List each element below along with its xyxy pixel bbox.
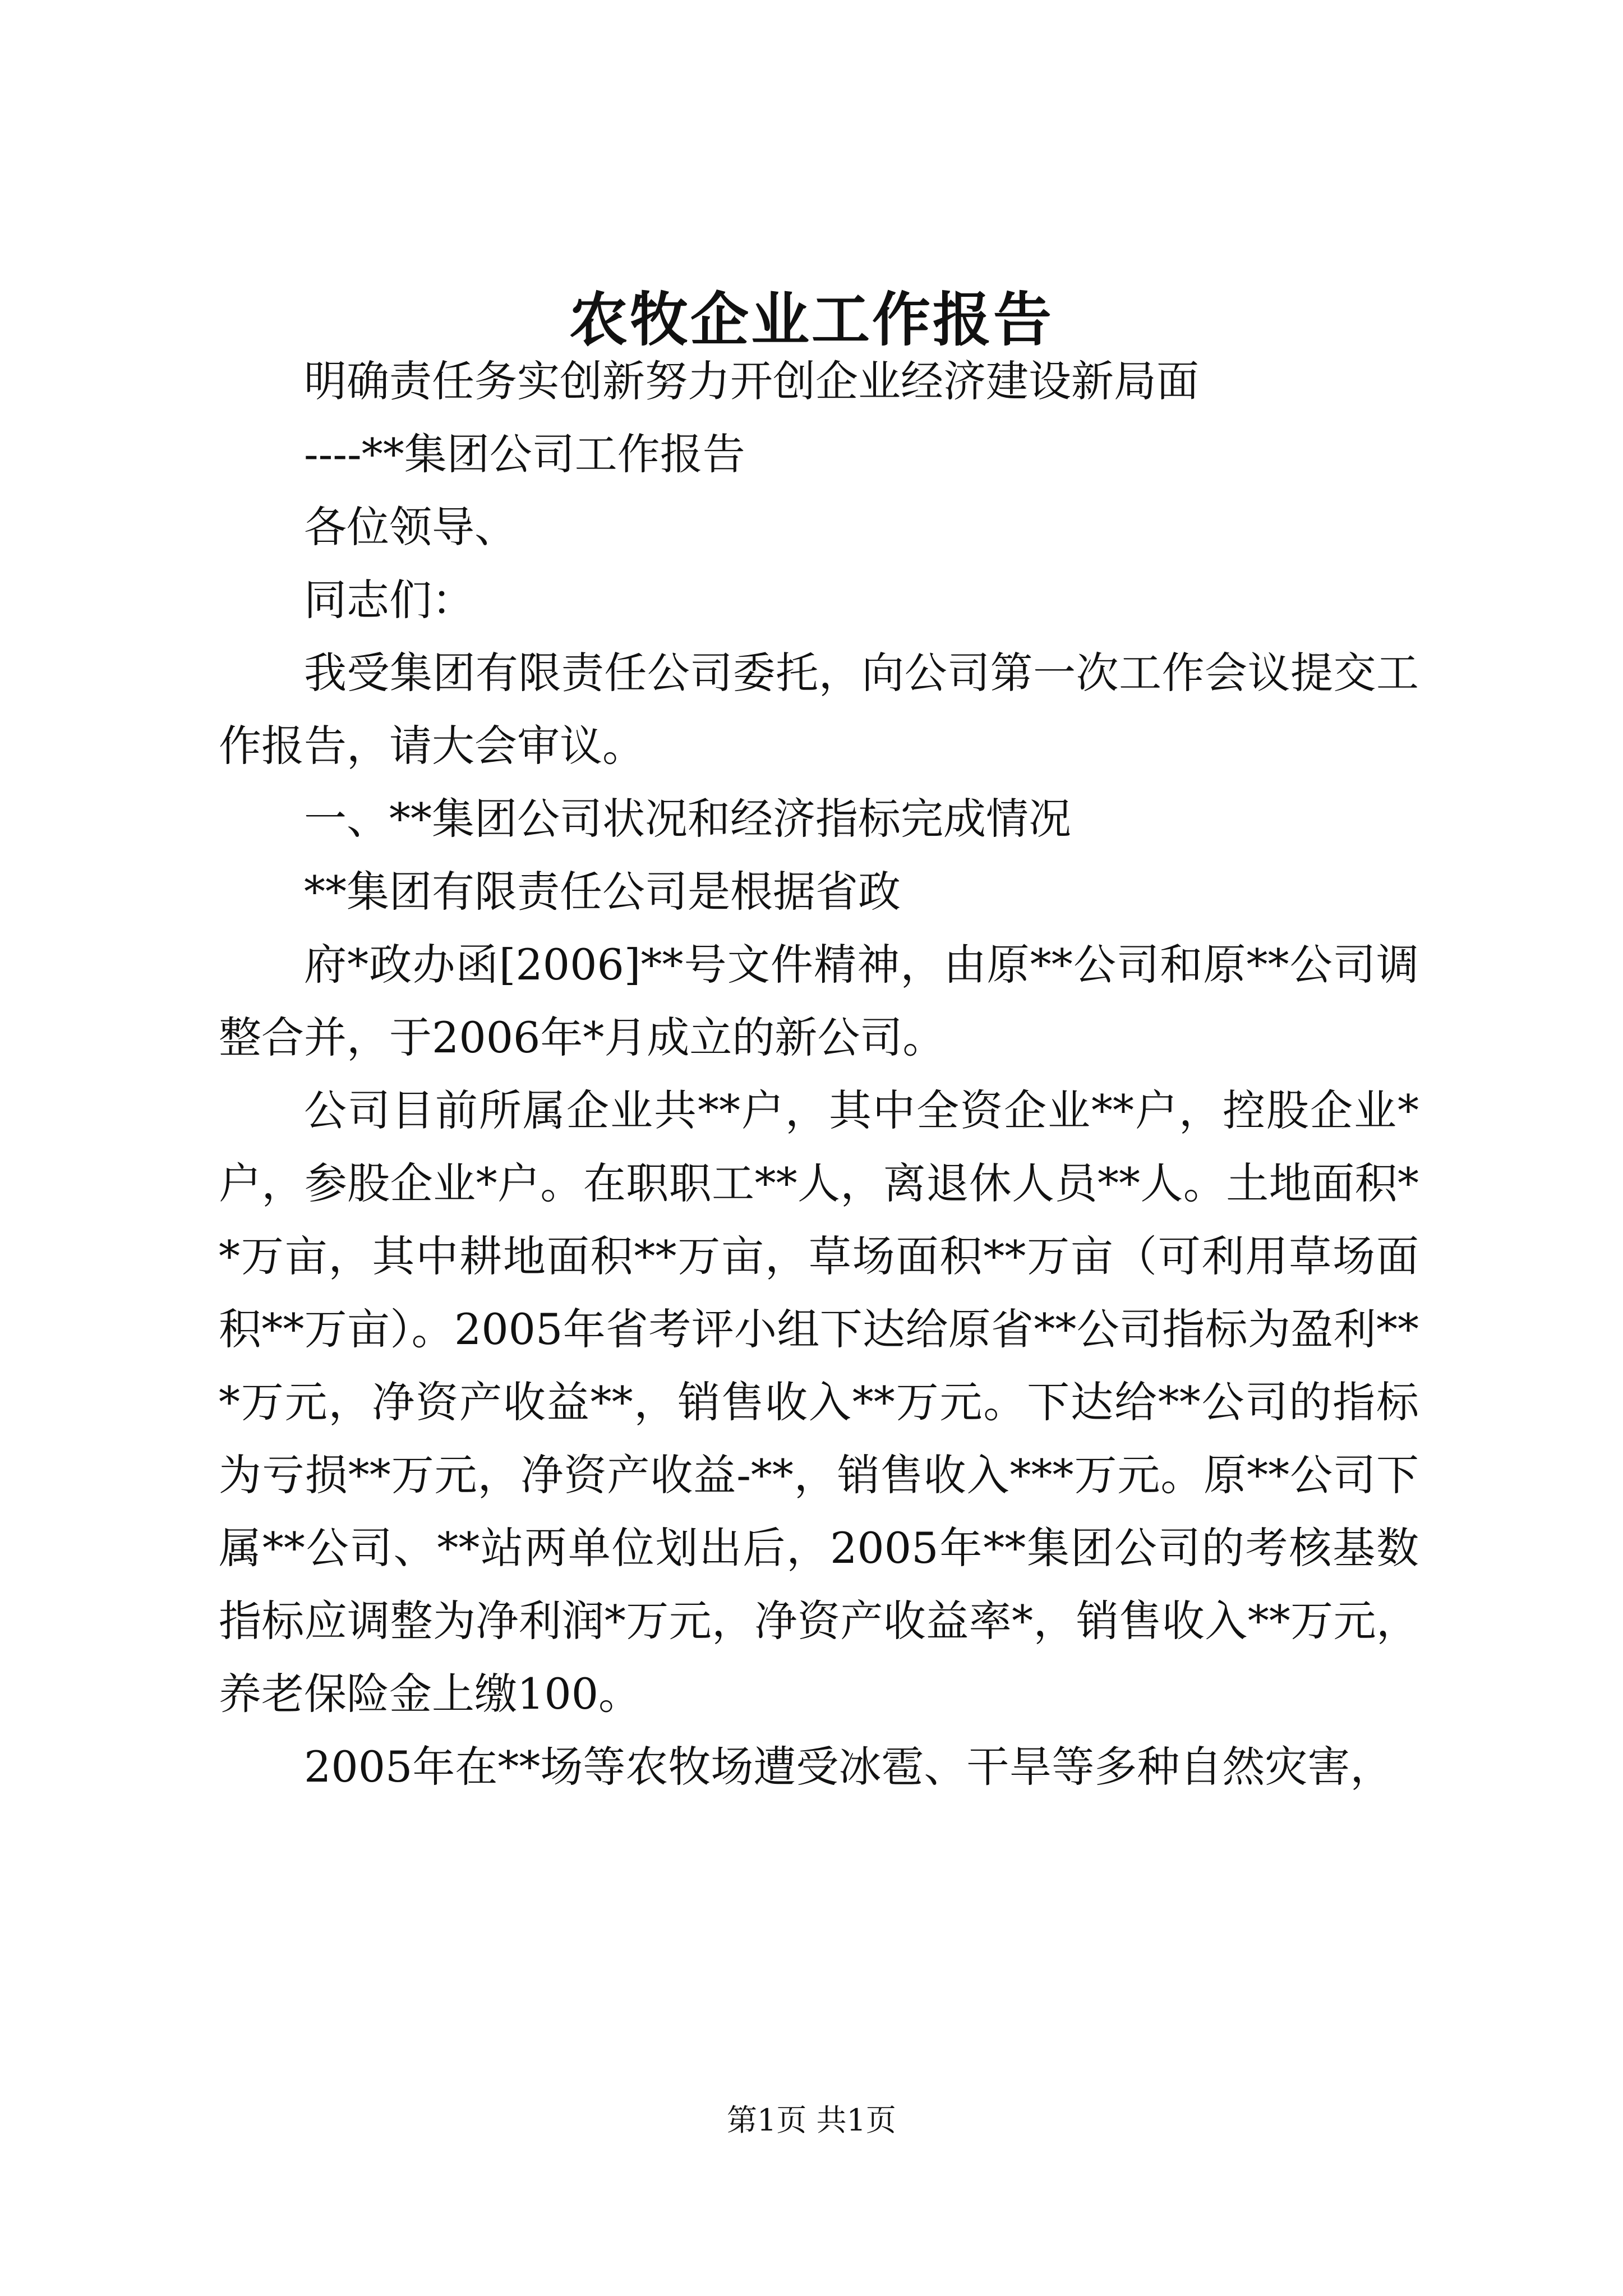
body-paragraph: 公司目前所属企业共**户，其中全资企业**户，控股企业*户，参股企业*户。在职职工**人，离退休人员**人。土地面积**万亩，其中耕地面积**万亩，草场面积**万亩（可利用草场面积**万亩）。2005年省考评小组下达给原省**公司指标为盈利***万元，净资产收益**，销售收入**万元。下达给**公司的指标为亏损**万元，净资产收益-**，销售收入***万元。原**公司下属**公司、**站两单位划出后，2005年**集团公司的考核基数指标应调整为净利润*万元，净资产收益率*，销售收入**万元，养老保险金上缴100。 bbox=[219, 1085, 1419, 1719]
salutation-paragraph: 各位领导、 bbox=[304, 502, 517, 552]
document-body bbox=[219, 345, 1419, 1803]
salutation-paragraph: 同志们： bbox=[304, 575, 474, 625]
body-paragraph: **集团有限责任公司是根据省政 bbox=[304, 867, 901, 917]
page-number-footer: 第1页 共1页 bbox=[727, 2102, 896, 2138]
body-paragraph: 我受集团有限责任公司委托，向公司第一次工作会议提交工作报告，请大会审议。 bbox=[219, 648, 1419, 771]
section-heading: 一、**集团公司状况和经济指标完成情况 bbox=[304, 794, 1071, 844]
subtitle-paragraph: 明确责任务实创新努力开创企业经济建设新局面 bbox=[304, 356, 1199, 406]
body-paragraph: 府*政办函[2006]**号文件精神，由原**公司和原**公司调整合并，于2006年*月成立的新公司。 bbox=[219, 940, 1419, 1062]
document-title: 农牧企业工作报告 bbox=[569, 285, 1054, 354]
report-name-paragraph: ----**集团公司工作报告 bbox=[304, 429, 745, 479]
body-paragraph: 2005年在**场等农牧场遭受冰雹、干旱等多种自然灾害， bbox=[304, 1742, 1393, 1792]
